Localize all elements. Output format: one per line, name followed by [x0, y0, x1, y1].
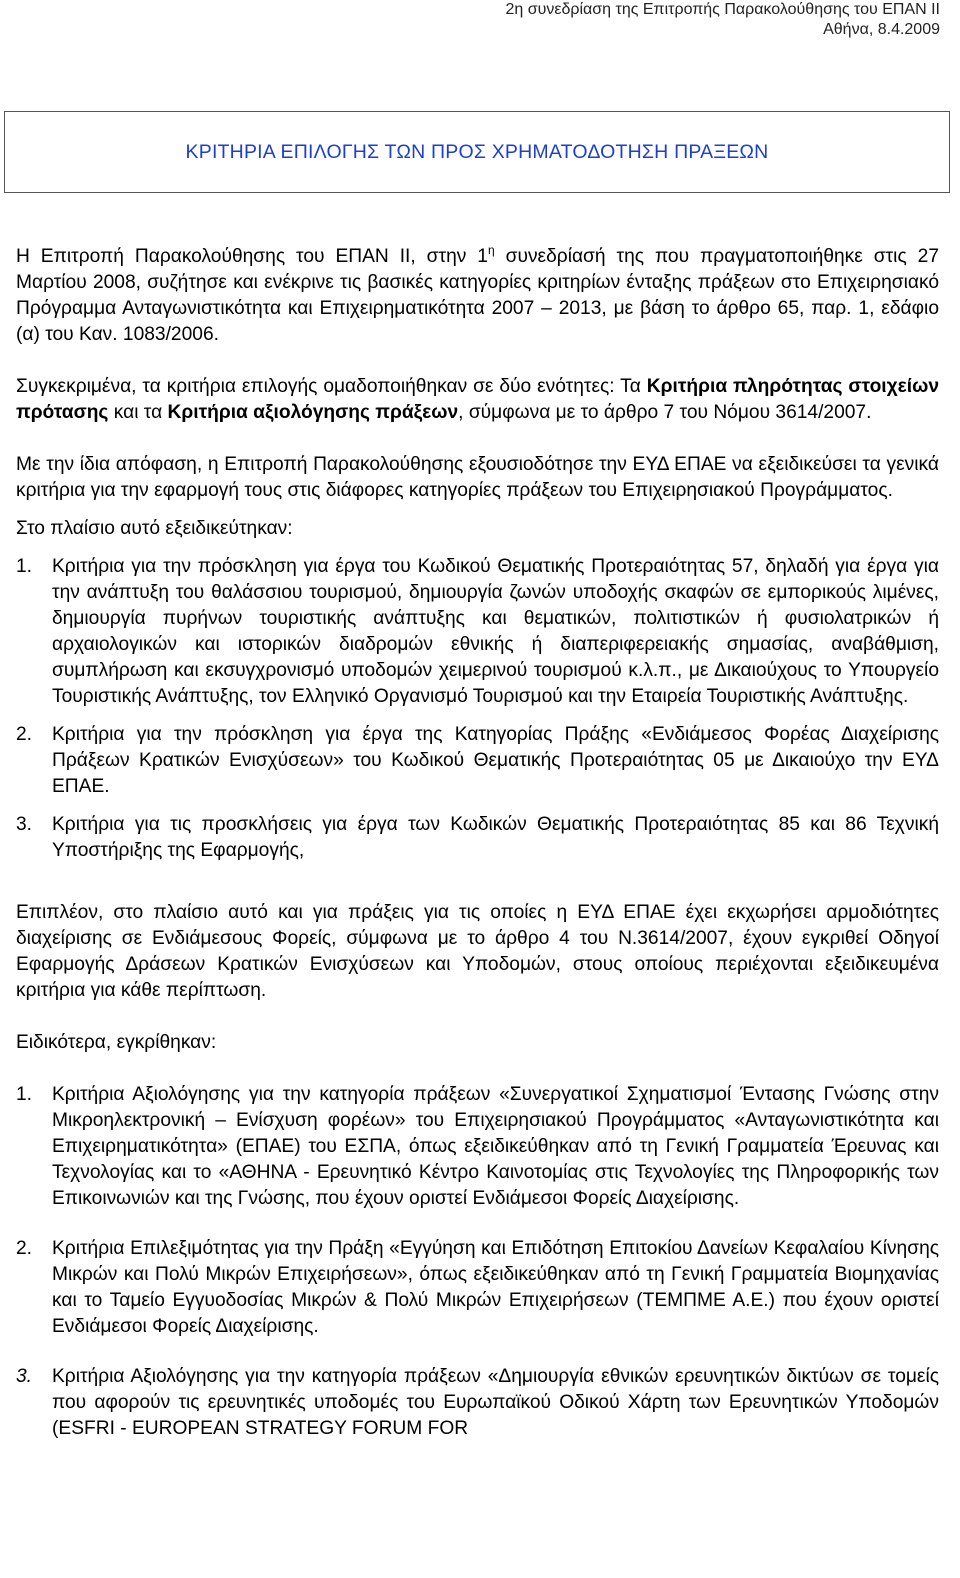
header-date-line: Αθήνα, 8.4.2009 — [823, 21, 940, 38]
list-number: 1. — [16, 556, 33, 577]
page-header — [505, 0, 940, 40]
page-title: ΚΡΙΤΗΡΙΑ ΕΠΙΛΟΓΗΣ ΤΩΝ ΠΡΟΣ ΧΡΗΜΑΤΟΔΟΤΗΣΗ ΠΡΑΞΕΩΝ — [185, 140, 769, 163]
document-body — [16, 244, 939, 1442]
list-item — [16, 1082, 939, 1212]
intro-paragraph — [16, 244, 939, 348]
list-number: 1. — [16, 1084, 33, 1105]
list-text: Κριτήρια για την πρόσκληση για έργα της Κατηγορίας Πράξης «Ενδιάμεσος Φορέας Διαχείρισης Πράξεων Κρατικών Ενισχύσεων» του Κωδικού Θεματικής Προτεραιότητας 05 με Δικαιούχο την ΕΥΔ ΕΠΑΕ. — [52, 724, 939, 797]
list-number: 2. — [16, 724, 33, 745]
list-text: Κριτήρια Επιλεξιμότητας για την Πράξη «Εγγύηση και Επιδότηση Επιτοκίου Δανείων Κεφαλαίου Κίνησης Μικρών και Πολύ Μικρών Επιχειρήσεων», όπως εξειδικεύθηκαν από τη Γενική Γραμματεία Βιομηχανίας και το Ταμείο Εγγυοδοσίας Μικρών & Πολύ Μικρών Επιχειρήσεων (ΤΕΜΠΜΕ Α.Ε.) που έχουν οριστεί Ενδιάμεσοι Φορείς Διαχείρισης. — [52, 1238, 939, 1337]
list-item — [16, 1364, 939, 1442]
list-number: 2. — [16, 1238, 33, 1259]
completeness-criteria-term: Κριτήρια πληρότητας στοιχείων πρότασης — [16, 376, 939, 423]
list-text: Κριτήρια για τις προσκλήσεις για έργα των Κωδικών Θεματικής Προτεραιότητας 85 και 86 Τεχνική Υποστήριξης της Εφαρμογής, — [52, 814, 939, 861]
list-item — [16, 1236, 939, 1340]
list-text: Κριτήρια για την πρόσκληση για έργα του Κωδικού Θεματικής Προτεραιότητας 57, δηλαδή για έργα για την ανάπτυξη του θαλάσσιου τουρισμού, δημιουργία ζωνών υποδοχής σκαφών σε εμπορικούς λιμένες, δημιουργία πυρήνων τουριστικής ανάπτυξης και θεματικών, πολιτιστικών ή φυσιολατρικών ή αρχαιολογικών και ιστορικών διαδρομών εθνικής ή διαπεριφερειακής σημασίας, αναβάθμιση, συμπλήρωση και εκσυγχρονισμό υποδομών χειμερινού τουρισμού κ.λ.π., με Δικαιούχους το Υπουργείο Τουριστικής Ανάπτυξης, τον Ελληνικό Οργανισμό Τουρισμού και την Εταιρεία Τουριστικής Ανάπτυξης. — [52, 556, 939, 707]
title-box — [4, 111, 950, 193]
criteria-text-end: , σύμφωνα με το άρθρο 7 του Νόμου 3614/2007. — [458, 402, 872, 423]
intro-text-end: συνεδρίασή της που πραγματοποιήθηκε στις 27 Μαρτίου 2008, συζήτησε και ενέκρινε τις βασικές κατηγορίες κριτηρίων ένταξης πράξεων στο Επιχειρησιακό Πρόγραμμα Ανταγωνιστικότητα και Επιχειρηματικότητα 2007 – 2013, με βάση το άρθρο 65, παρ. 1, εδάφιο (α) του Καν. 1083/2006. — [16, 246, 939, 345]
ordinal-superscript: η — [487, 243, 495, 257]
intro-text-start: Η Επιτροπή Παρακολούθησης του ΕΠΑΝ ΙΙ, στην 1 — [16, 246, 488, 267]
evaluation-criteria-term: Κριτήρια αξιολόγησης πράξεων — [167, 402, 459, 423]
criteria-groups-paragraph — [16, 374, 939, 426]
criteria-text-mid: και τα — [108, 402, 168, 423]
list-text: Κριτήρια Αξιολόγησης για την κατηγορία πράξεων «Συνεργατικοί Σχηματισμοί Έντασης Γνώσης στην Μικροηλεκτρονική – Ενίσχυση φορέων» του Επιχειρησιακού Προγράμματος «Ανταγωνιστικότητα και Επιχειρηματικότητα» (ΕΠΑΕ) του ΕΣΠΑ, όπως εξειδικεύθηκαν από τη Γενική Γραμματεία Έρευνας και Τεχνολογίας και το «ΑΘΗΝΑ - Ερευνητικό Κέντρο Καινοτομίας στις Τεχνολογίες της Πληροφορικής των Επικοινωνιών και της Γνώσης, που έχουν οριστεί Ενδιάμεσοι Φορείς Διαχείρισης. — [52, 1084, 939, 1209]
list-item — [16, 722, 939, 800]
list-number: 3. — [16, 1366, 33, 1387]
specified-intro: Στο πλαίσιο αυτό εξειδικεύτηκαν: — [16, 518, 293, 539]
criteria-text-start: Συγκεκριμένα, τα κριτήρια επιλογής ομαδοποιήθηκαν σε δύο ενότητες: Τα — [16, 376, 647, 397]
list-item — [16, 554, 939, 710]
list-text: Κριτήρια Αξιολόγησης για την κατηγορία πράξεων «Δημιουργία εθνικών ερευνητικών δικτύων σε τομείς που αφορούν τις ερευνητικές υποδομές του Ευρωπαϊκού Οδικού Χάρτη των Ερευνητικών Υποδομών (ESFRI - EUROPEAN STRATEGY FORUM FOR — [52, 1366, 939, 1439]
list-item — [16, 812, 939, 864]
authorization-paragraph: Με την ίδια απόφαση, η Επιτροπή Παρακολούθησης εξουσιοδότησε την ΕΥΔ ΕΠΑΕ να εξειδικεύσει τα γενικά κριτήρια για την εφαρμογή τους στις διάφορες κατηγορίες πράξεων του Επιχειρησιακού Προγράμματος. — [16, 454, 939, 501]
additional-paragraph: Επιπλέον, στο πλαίσιο αυτό και για πράξεις για τις οποίες η ΕΥΔ ΕΠΑΕ έχει εκχωρήσει αρμοδιότητες διαχείρισης σε Ενδιάμεσους Φορείς, σύμφωνα με το άρθρο 4 του Ν.3614/2007, έχουν εγκριθεί Οδηγοί Εφαρμογής Δράσεων Κρατικών Ενισχύσεων και Υποδομών, στους οποίους περιέχονται εξειδικευμένα κριτήρια για κάθε περίπτωση. — [16, 902, 939, 1001]
approved-intro: Ειδικότερα, εγκρίθηκαν: — [16, 1032, 217, 1053]
header-meeting-line: 2η συνεδρίαση της Επιτροπής Παρακολούθησης του ΕΠΑΝ ΙΙ — [505, 1, 940, 18]
list-number: 3. — [16, 814, 33, 835]
